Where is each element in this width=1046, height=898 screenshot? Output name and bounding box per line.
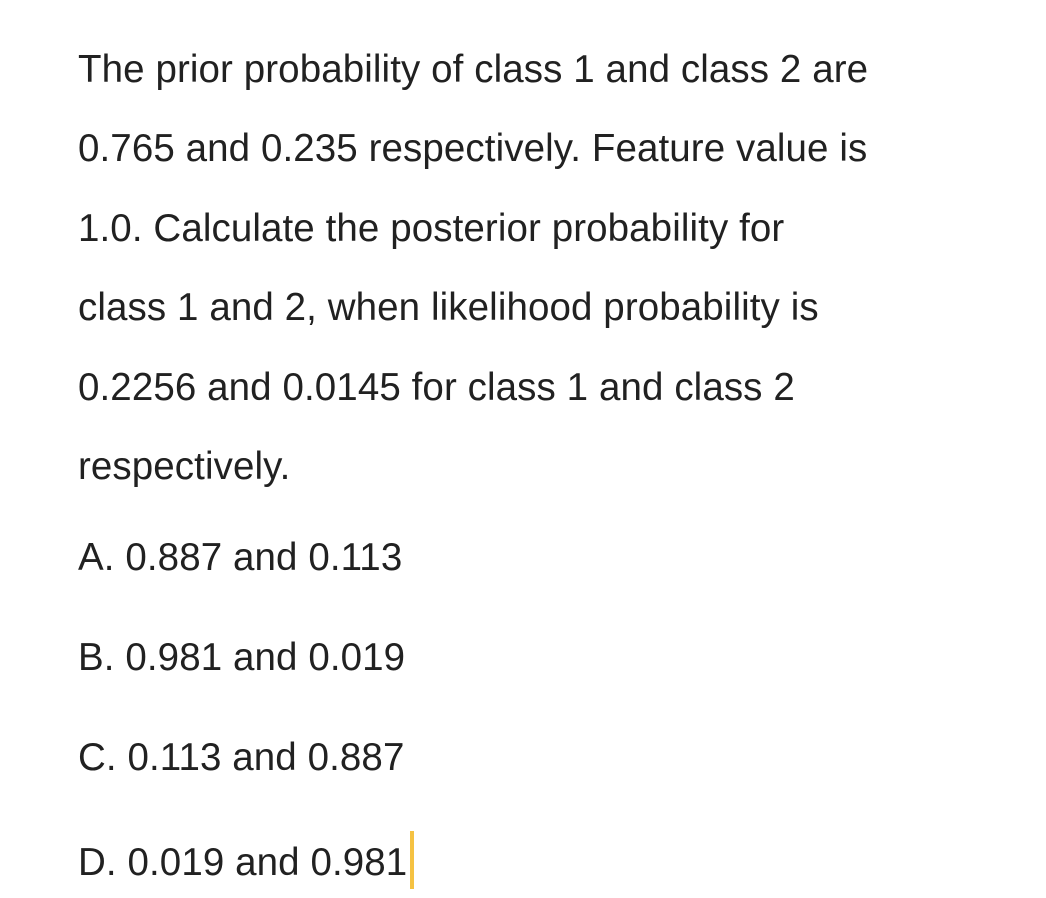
option-b[interactable] [78, 633, 405, 683]
question-text [78, 30, 1018, 506]
question-line: respectively. [78, 445, 291, 489]
question-line: 1.0. Calculate the posterior probability for [78, 206, 785, 250]
option-b-label: B. 0.981 and 0.019 [78, 636, 406, 679]
option-c-label: C. 0.113 and 0.887 [78, 736, 405, 779]
option-d[interactable] [78, 831, 414, 889]
question-line: class 1 and 2, when likelihood probability is [78, 286, 819, 330]
option-c[interactable] [78, 733, 404, 783]
option-a-label: A. 0.887 and 0.113 [78, 536, 403, 579]
option-d-label: D. 0.019 and 0.981 [78, 841, 408, 884]
question-line: The prior probability of class 1 and class 2 are [78, 48, 869, 91]
question-line: 0.765 and 0.235 respectively. Feature value is [78, 127, 868, 171]
option-a[interactable] [78, 533, 402, 583]
question-line: 0.2256 and 0.0145 for class 1 and class 2 [78, 365, 795, 409]
text-cursor [410, 831, 414, 889]
